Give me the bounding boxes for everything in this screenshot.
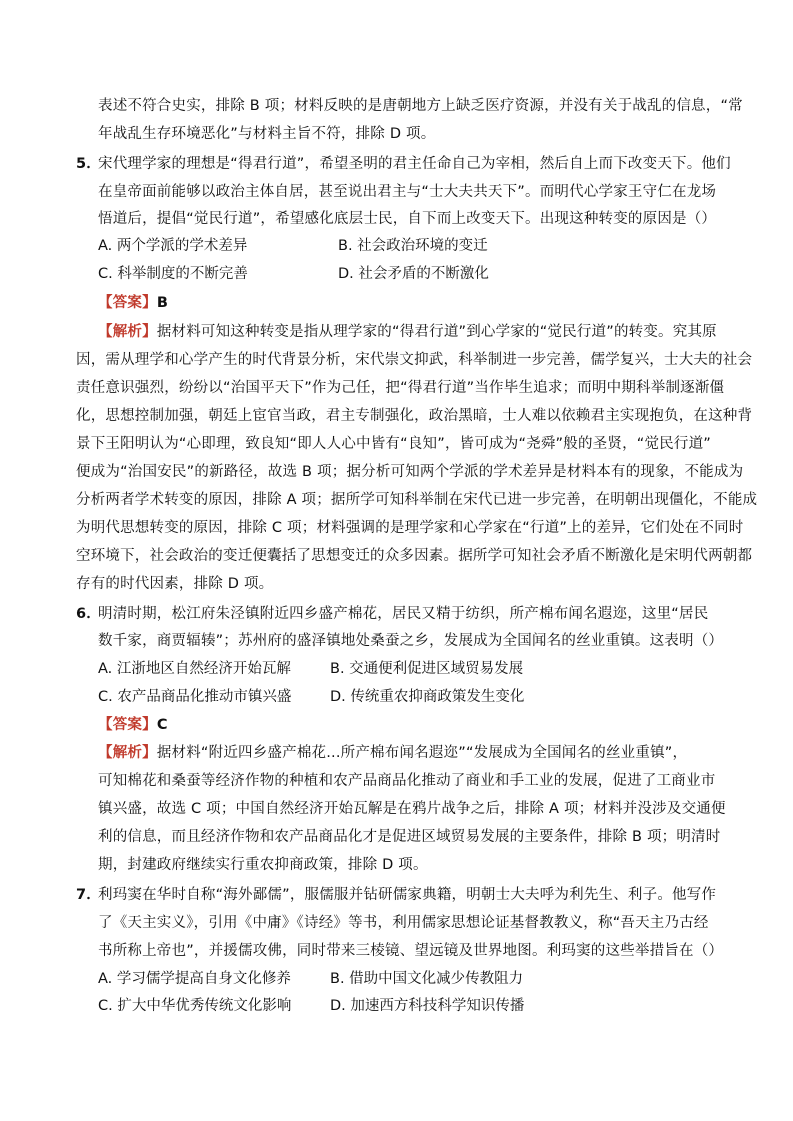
- option-a: A. 两个学派的学术差异: [98, 238, 248, 254]
- analysis-line: 可知棉花和桑蚕等经济作物的种植和农产品商品化推动了商业和手工业的发展，促进了工商业市: [98, 773, 716, 789]
- option-d: D. 社会矛盾的不断激化: [338, 266, 489, 282]
- analysis-line: 期，封建政府继续实行重农抑商政策，排除 D 项。: [98, 857, 428, 873]
- analysis-row: [98, 322, 717, 342]
- question-number: 7．: [76, 887, 101, 903]
- question-stem-line: 在皇帝面前能够以政治主体自居，甚至说出君主与“士大夫共天下”。而明代心学家王守仁在龙场: [98, 184, 717, 200]
- option-a: A. 学习儒学提高自身文化修养: [98, 971, 291, 987]
- option-c: C. 扩大中华优秀传统文化影响: [98, 998, 292, 1014]
- option-b: B. 社会政治环境的变迁: [338, 238, 488, 254]
- analysis-row: [98, 743, 687, 763]
- question-stem-line: 书所称上帝也”，并援儒攻佛，同时带来三棱镜、望远镜及世界地图。利玛窦的这些举措旨在（）: [98, 943, 724, 959]
- question-number: 6．: [76, 606, 101, 622]
- analysis-line: 利的信息，而且经济作物和农产品商品化才是促进区域贸易发展的主要条件，排除 B 项；明清时: [98, 829, 721, 845]
- analysis-line: 便成为“治国安民”的新路径，故选 B 项；据分析可知两个学派的学术差异是材料本有的现象，不能成为: [76, 464, 744, 480]
- analysis-line: 据材料“附近四乡盛产棉花...所产棉布闻名遐迩”“发展成为全国闻名的丝业重镇”，: [156, 745, 688, 761]
- answer-value: C: [156, 717, 168, 733]
- analysis-line: 景下王阳明认为“心即理，致良知“即人人心中皆有“良知”，皆可成为“尧舜”般的圣贤，“觉民行道”: [76, 436, 711, 452]
- answer-label: 【答案】: [98, 717, 157, 733]
- analysis-line: 分析两者学术转变的原因，排除 A 项；据所学可知科举制在宋代已进一步完善，在明朝出现僵化，不能成: [76, 492, 758, 508]
- answer-row: [98, 715, 168, 735]
- question-number: 5．: [76, 156, 101, 172]
- analysis-line: 存有的时代因素，排除 D 项。: [76, 576, 274, 592]
- analysis-line: 为明代思想转变的原因，排除 C 项；材料强调的是理学家和心学家在“行道”上的差异，它们处在不同时: [76, 520, 744, 536]
- option-b: B. 借助中国文化减少传教阻力: [330, 971, 524, 987]
- analysis-line: 因，需从理学和心学产生的时代背景分析，宋代崇文抑武，科举制进一步完善，儒学复兴，士大夫的社会: [76, 352, 753, 368]
- analysis-line: 化，思想控制加强，朝廷上宦官当政，君主专制强化，政治黑暗，士人难以依赖君主实现抱负，在这种背: [76, 408, 753, 424]
- analysis-line: 据材料可知这种转变是指从理学家的“得君行道”到心学家的“觉民行道”的转变。究其原: [156, 324, 717, 340]
- prev-analysis-line: 年战乱生存环境恶化”与材料主旨不符，排除 D 项。: [98, 126, 436, 142]
- answer-row: [98, 293, 168, 313]
- option-c: C. 科举制度的不断完善: [98, 266, 248, 282]
- question-stem-line: 了《天主实义》，引用《中庸》《诗经》等书，利用儒家思想论证基督教教义，称“吾天主乃古经: [98, 915, 709, 931]
- option-d: D. 传统重农抑商政策发生变化: [330, 689, 525, 705]
- answer-value: B: [156, 295, 169, 311]
- option-b: B. 交通便利促进区域贸易发展: [330, 661, 524, 677]
- answer-label: 【答案】: [98, 295, 157, 311]
- question-stem-line: 悟道后，提倡“觉民行道”，希望感化底层士民，自下而上改变天下。出现这种转变的原因是（）: [98, 211, 717, 227]
- analysis-line: 空环境下，社会政治的变迁便囊括了思想变迁的众多因素。据所学可知社会矛盾不断激化是宋明代两朝都: [76, 548, 753, 564]
- question-stem-line: 数千家，商贾辐辏”；苏州府的盛泽镇地处桑蚕之乡，发展成为全国闻名的丝业重镇。这表明（）: [98, 633, 724, 649]
- option-a: A. 江浙地区自然经济开始瓦解: [98, 661, 291, 677]
- option-c: C. 农产品商品化推动市镇兴盛: [98, 689, 292, 705]
- option-d: D. 加速西方科技科学知识传播: [330, 998, 525, 1014]
- question-stem-line: 宋代理学家的理想是“得君行道”，希望圣明的君主任命自己为宰相，然后自上而下改变天下。他们: [98, 156, 731, 172]
- analysis-line: 镇兴盛，故选 C 项；中国自然经济开始瓦解是在鸦片战争之后，排除 A 项；材料并没涉及交通便: [98, 801, 726, 817]
- question-stem-line: 利玛窦在华时自称“海外鄙儒”，服儒服并钻研儒家典籍，明朝士大夫呼为利先生、利子。他写作: [98, 887, 717, 903]
- prev-analysis-line: 表述不符合史实，排除 B 项；材料反映的是唐朝地方上缺乏医疗资源，并没有关于战乱的信息，“常: [98, 98, 743, 114]
- question-stem-line: 明清时期，松江府朱泾镇附近四乡盛产棉花，居民又精于纺织，所产棉布闻名遐迩，这里“居民: [98, 606, 709, 622]
- analysis-label: 【解析】: [98, 324, 157, 340]
- analysis-label: 【解析】: [98, 745, 157, 761]
- analysis-line: 责任意识强烈，纷纷以“治国平天下”作为己任，把“得君行道”当作毕生追求；而明中期科举制逐渐僵: [76, 380, 725, 396]
